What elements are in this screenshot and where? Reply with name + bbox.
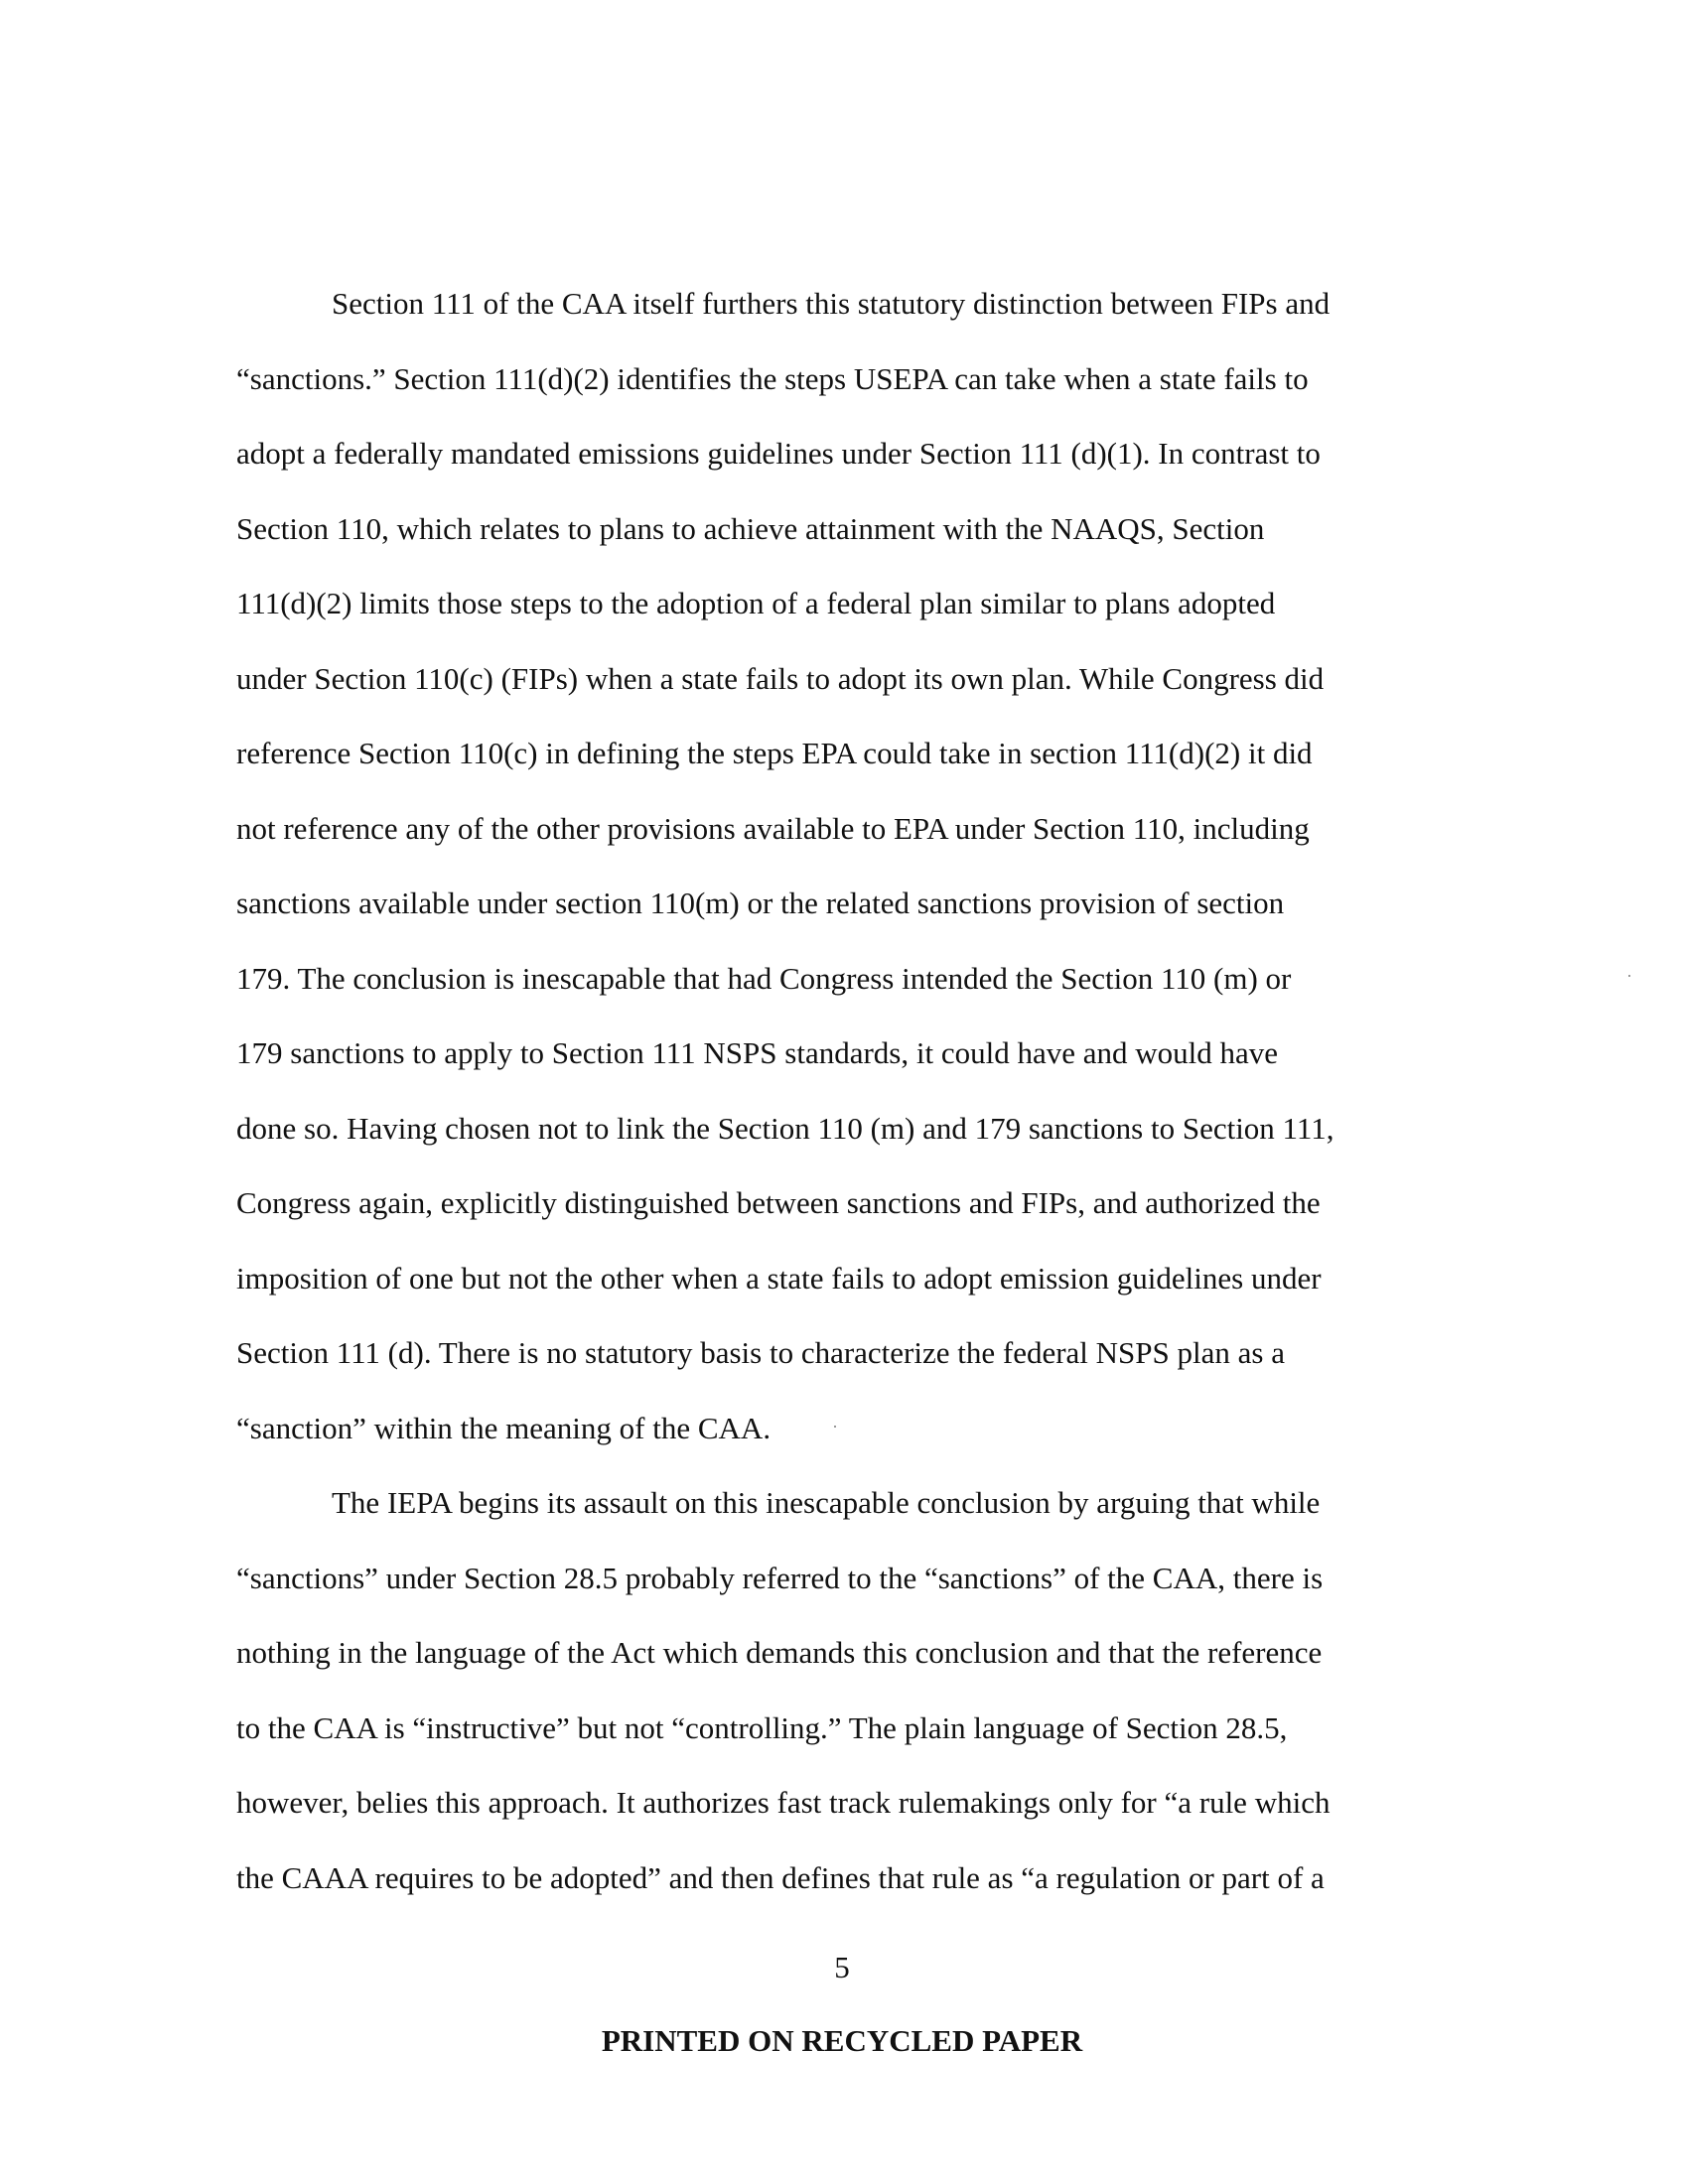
paragraph-1-line-7: reference Section 110(c) in defining the steps EPA could take in section 111(d)(2) it did xyxy=(236,736,1313,770)
paragraph-2-line-1: The IEPA begins its assault on this inescapable conclusion by arguing that while xyxy=(332,1485,1321,1520)
paragraph-1-line-1: Section 111 of the CAA itself furthers this statutory distinction between FIPs and xyxy=(332,286,1331,321)
paragraph-2-line-2: “sanctions” under Section 28.5 probably referred to the “sanctions” of the CAA, there is xyxy=(236,1560,1324,1595)
paragraph-1-line-3: adopt a federally mandated emissions guidelines under Section 111 (d)(1). In contrast to xyxy=(236,436,1321,471)
paragraph-1-line-8: not reference any of the other provisions available to EPA under Section 110, including xyxy=(236,810,1310,846)
paragraph-1-line-10: 179. The conclusion is inescapable that had Congress intended the Section 110 (m) or xyxy=(236,960,1292,996)
paragraph-1-line-2: “sanctions.” Section 111(d)(2) identifies the steps USEPA can take when a state fails to xyxy=(236,360,1309,396)
paragraph-2-line-6: the CAAA requires to be adopted” and then defines that rule as “a regulation or part of a xyxy=(236,1859,1325,1895)
paragraph-2-line-3: nothing in the language of the Act which demands this conclusion and that the reference xyxy=(236,1635,1323,1670)
paragraph-1-line-11: 179 sanctions to apply to Section 111 NSPS standards, it could have and would have xyxy=(236,1035,1278,1070)
paragraph-1-line-13: Congress again, explicitly distinguished between sanctions and FIPs, and authorized the xyxy=(236,1185,1321,1220)
scan-speck xyxy=(1628,975,1630,977)
paragraph-1-line-14: imposition of one but not the other when a state fails to adopt emission guidelines under xyxy=(236,1260,1322,1296)
paragraph-1-line-12: done so. Having chosen not to link the Section 110 (m) and 179 sanctions to Section 111, xyxy=(236,1110,1334,1146)
footer-recycled-paper: PRINTED ON RECYCLED PAPER xyxy=(601,2023,1083,2058)
paragraph-1-line-4: Section 110, which relates to plans to achieve attainment with the NAAQS, Section xyxy=(236,510,1265,546)
paragraph-1-line-16: “sanction” within the meaning of the CAA. xyxy=(236,1410,772,1445)
paragraph-2-line-4: to the CAA is “instructive” but not “controlling.” The plain language of Section 28.5, xyxy=(236,1709,1288,1745)
body-text xyxy=(236,266,1408,1915)
page-number: 5 xyxy=(834,1950,850,1984)
paragraph-2-line-5: however, belies this approach. It authorizes fast track rulemakings only for “a rule which xyxy=(236,1785,1331,1820)
paragraph-1-line-9: sanctions available under section 110(m) or the related sanctions provision of section xyxy=(236,886,1285,920)
paragraph-1-line-15: Section 111 (d). There is no statutory basis to characterize the federal NSPS plan as a xyxy=(236,1335,1285,1370)
paragraph-1-line-5: 111(d)(2) limits those steps to the adoption of a federal plan similar to plans adopted xyxy=(236,586,1276,620)
scan-speck xyxy=(834,1426,836,1428)
paragraph-1-line-6: under Section 110(c) (FIPs) when a state fails to adopt its own plan. While Congress did xyxy=(236,660,1325,696)
